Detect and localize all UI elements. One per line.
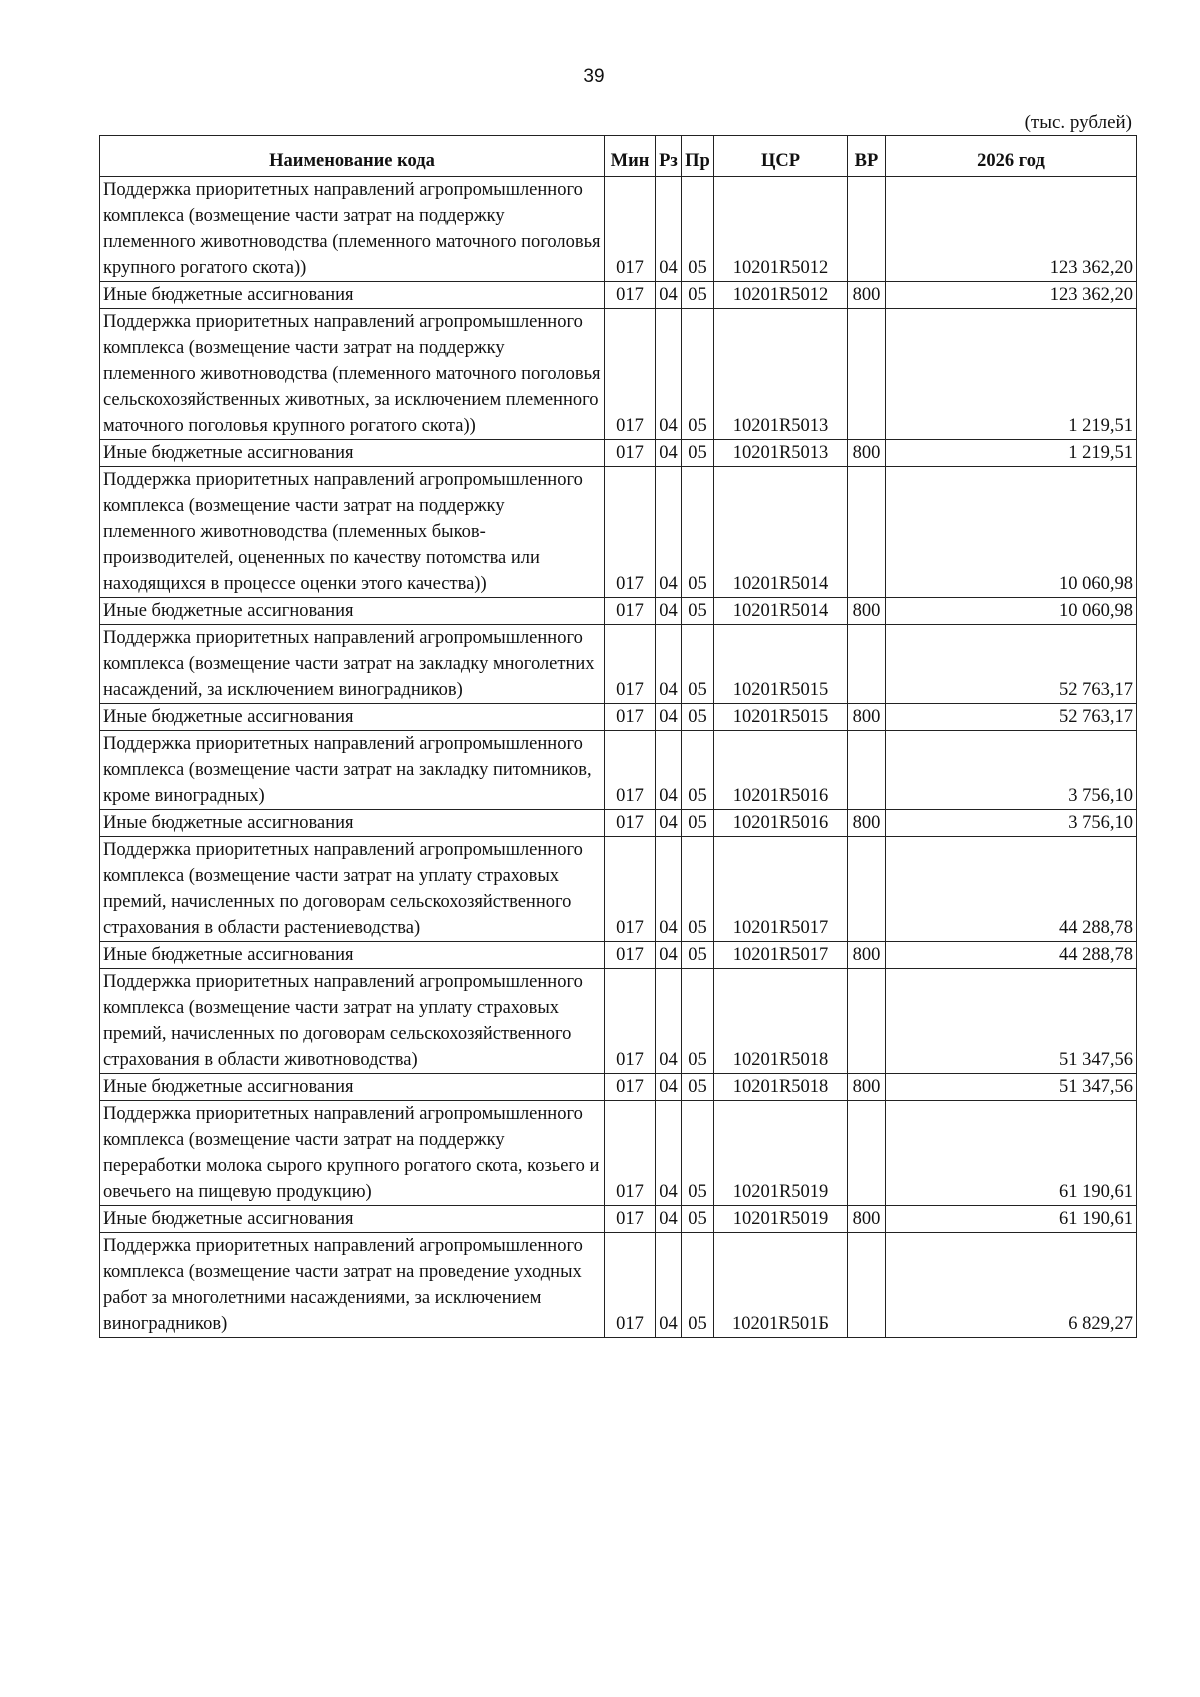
cell-amount: 44 288,78 xyxy=(886,837,1137,942)
cell-amount: 10 060,98 xyxy=(886,467,1137,598)
cell-vr xyxy=(848,731,886,810)
cell-vr: 800 xyxy=(848,598,886,625)
budget-table xyxy=(99,135,1137,1338)
cell-min: 017 xyxy=(605,1074,656,1101)
cell-csr: 10201R5013 xyxy=(714,309,848,440)
cell-vr xyxy=(848,467,886,598)
cell-pr: 05 xyxy=(682,625,714,704)
cell-csr: 10201R5017 xyxy=(714,942,848,969)
cell-name: Поддержка приоритетных направлений агропромышленного комплекса (возмещение части затрат на уплату страховых премий, начисленных по договорам сельскохозяйственного страхования в области животноводства) xyxy=(100,969,605,1074)
table-row xyxy=(100,969,1137,1074)
cell-pr: 05 xyxy=(682,177,714,282)
cell-min: 017 xyxy=(605,440,656,467)
cell-pr: 05 xyxy=(682,598,714,625)
header-amount: 2026 год xyxy=(886,136,1137,177)
cell-min: 017 xyxy=(605,731,656,810)
cell-rz: 04 xyxy=(656,177,682,282)
cell-vr: 800 xyxy=(848,1074,886,1101)
cell-pr: 05 xyxy=(682,810,714,837)
table-row xyxy=(100,810,1137,837)
cell-name: Поддержка приоритетных направлений агропромышленного комплекса (возмещение части затрат на поддержку племенного животноводства (племенных быков-производителей, оцененных по качеству потомства или находящихся в процессе оценки этого качества)) xyxy=(100,467,605,598)
cell-vr xyxy=(848,625,886,704)
cell-amount: 6 829,27 xyxy=(886,1233,1137,1338)
cell-amount: 123 362,20 xyxy=(886,177,1137,282)
cell-min: 017 xyxy=(605,969,656,1074)
header-name: Наименование кода xyxy=(100,136,605,177)
cell-min: 017 xyxy=(605,810,656,837)
cell-name: Иные бюджетные ассигнования xyxy=(100,1074,605,1101)
cell-rz: 04 xyxy=(656,467,682,598)
cell-amount: 52 763,17 xyxy=(886,704,1137,731)
cell-vr: 800 xyxy=(848,704,886,731)
cell-name: Поддержка приоритетных направлений агропромышленного комплекса (возмещение части затрат на поддержку переработки молока сырого крупного рогатого скота, козьего и овечьего на пищевую продукцию) xyxy=(100,1101,605,1206)
cell-vr: 800 xyxy=(848,282,886,309)
cell-rz: 04 xyxy=(656,969,682,1074)
page-number: 39 xyxy=(583,66,605,87)
cell-amount: 61 190,61 xyxy=(886,1101,1137,1206)
cell-name: Иные бюджетные ассигнования xyxy=(100,810,605,837)
header-rz: Рз xyxy=(656,136,682,177)
cell-amount: 51 347,56 xyxy=(886,1074,1137,1101)
cell-name: Иные бюджетные ассигнования xyxy=(100,942,605,969)
table-row xyxy=(100,1074,1137,1101)
cell-csr: 10201R5012 xyxy=(714,282,848,309)
cell-rz: 04 xyxy=(656,1101,682,1206)
cell-name: Поддержка приоритетных направлений агропромышленного комплекса (возмещение части затрат на поддержку племенного животноводства (племенного маточного поголовья сельскохозяйственных животных, за исключением племенного маточного поголовья крупного рогатого скота)) xyxy=(100,309,605,440)
cell-csr: 10201R5013 xyxy=(714,440,848,467)
cell-min: 017 xyxy=(605,467,656,598)
cell-pr: 05 xyxy=(682,1206,714,1233)
cell-pr: 05 xyxy=(682,942,714,969)
header-csr: ЦСР xyxy=(714,136,848,177)
table-row xyxy=(100,440,1137,467)
cell-vr xyxy=(848,837,886,942)
cell-amount: 61 190,61 xyxy=(886,1206,1137,1233)
cell-min: 017 xyxy=(605,942,656,969)
table-row xyxy=(100,1233,1137,1338)
cell-rz: 04 xyxy=(656,309,682,440)
cell-min: 017 xyxy=(605,598,656,625)
cell-vr xyxy=(848,177,886,282)
cell-name: Иные бюджетные ассигнования xyxy=(100,1206,605,1233)
cell-rz: 04 xyxy=(656,282,682,309)
cell-amount: 44 288,78 xyxy=(886,942,1137,969)
cell-amount: 10 060,98 xyxy=(886,598,1137,625)
cell-amount: 52 763,17 xyxy=(886,625,1137,704)
cell-pr: 05 xyxy=(682,837,714,942)
cell-rz: 04 xyxy=(656,1074,682,1101)
cell-min: 017 xyxy=(605,282,656,309)
cell-name: Иные бюджетные ассигнования xyxy=(100,598,605,625)
cell-csr: 10201R5012 xyxy=(714,177,848,282)
table-row xyxy=(100,704,1137,731)
table-row xyxy=(100,598,1137,625)
table-row xyxy=(100,282,1137,309)
cell-pr: 05 xyxy=(682,282,714,309)
cell-csr: 10201R5014 xyxy=(714,467,848,598)
cell-min: 017 xyxy=(605,177,656,282)
cell-min: 017 xyxy=(605,837,656,942)
cell-vr xyxy=(848,969,886,1074)
cell-rz: 04 xyxy=(656,731,682,810)
table-row xyxy=(100,731,1137,810)
cell-amount: 3 756,10 xyxy=(886,810,1137,837)
table-row xyxy=(100,942,1137,969)
cell-rz: 04 xyxy=(656,440,682,467)
table-row xyxy=(100,309,1137,440)
cell-name: Поддержка приоритетных направлений агропромышленного комплекса (возмещение части затрат на закладку многолетних насаждений, за исключением виноградников) xyxy=(100,625,605,704)
cell-rz: 04 xyxy=(656,704,682,731)
cell-vr: 800 xyxy=(848,810,886,837)
cell-rz: 04 xyxy=(656,598,682,625)
cell-csr: 10201R5018 xyxy=(714,969,848,1074)
cell-vr: 800 xyxy=(848,1206,886,1233)
cell-csr: 10201R5016 xyxy=(714,731,848,810)
cell-rz: 04 xyxy=(656,810,682,837)
cell-name: Иные бюджетные ассигнования xyxy=(100,282,605,309)
cell-min: 017 xyxy=(605,1206,656,1233)
cell-rz: 04 xyxy=(656,625,682,704)
cell-csr: 10201R5015 xyxy=(714,704,848,731)
cell-amount: 123 362,20 xyxy=(886,282,1137,309)
cell-amount: 1 219,51 xyxy=(886,309,1137,440)
cell-pr: 05 xyxy=(682,467,714,598)
table-row xyxy=(100,1206,1137,1233)
table-row xyxy=(100,177,1137,282)
cell-pr: 05 xyxy=(682,309,714,440)
table-row xyxy=(100,625,1137,704)
cell-pr: 05 xyxy=(682,1101,714,1206)
cell-csr: 10201R5016 xyxy=(714,810,848,837)
cell-name: Поддержка приоритетных направлений агропромышленного комплекса (возмещение части затрат на проведение уходных работ за многолетними насаждениями, за исключением виноградников) xyxy=(100,1233,605,1338)
units-label: (тыс. рублей) xyxy=(1024,112,1132,133)
cell-amount: 3 756,10 xyxy=(886,731,1137,810)
cell-pr: 05 xyxy=(682,440,714,467)
cell-rz: 04 xyxy=(656,1206,682,1233)
table-header-row xyxy=(100,136,1137,177)
table-row xyxy=(100,1101,1137,1206)
cell-pr: 05 xyxy=(682,969,714,1074)
cell-vr: 800 xyxy=(848,942,886,969)
cell-name: Поддержка приоритетных направлений агропромышленного комплекса (возмещение части затрат на закладку питомников, кроме виноградных) xyxy=(100,731,605,810)
cell-csr: 10201R5017 xyxy=(714,837,848,942)
header-pr: Пр xyxy=(682,136,714,177)
cell-csr: 10201R5014 xyxy=(714,598,848,625)
cell-pr: 05 xyxy=(682,731,714,810)
cell-csr: 10201R5019 xyxy=(714,1101,848,1206)
cell-min: 017 xyxy=(605,704,656,731)
cell-csr: 10201R501Б xyxy=(714,1233,848,1338)
cell-vr xyxy=(848,309,886,440)
header-vr: ВР xyxy=(848,136,886,177)
cell-rz: 04 xyxy=(656,837,682,942)
cell-pr: 05 xyxy=(682,1074,714,1101)
cell-amount: 51 347,56 xyxy=(886,969,1137,1074)
cell-vr xyxy=(848,1101,886,1206)
cell-vr xyxy=(848,1233,886,1338)
cell-amount: 1 219,51 xyxy=(886,440,1137,467)
cell-vr: 800 xyxy=(848,440,886,467)
cell-pr: 05 xyxy=(682,704,714,731)
table-row xyxy=(100,467,1137,598)
cell-csr: 10201R5015 xyxy=(714,625,848,704)
cell-min: 017 xyxy=(605,1101,656,1206)
cell-name: Поддержка приоритетных направлений агропромышленного комплекса (возмещение части затрат на уплату страховых премий, начисленных по договорам сельскохозяйственного страхования в области растениеводства) xyxy=(100,837,605,942)
cell-name: Поддержка приоритетных направлений агропромышленного комплекса (возмещение части затрат на поддержку племенного животноводства (племенного маточного поголовья крупного рогатого скота)) xyxy=(100,177,605,282)
header-min: Мин xyxy=(605,136,656,177)
cell-min: 017 xyxy=(605,625,656,704)
cell-name: Иные бюджетные ассигнования xyxy=(100,440,605,467)
cell-csr: 10201R5018 xyxy=(714,1074,848,1101)
cell-rz: 04 xyxy=(656,942,682,969)
cell-csr: 10201R5019 xyxy=(714,1206,848,1233)
cell-name: Иные бюджетные ассигнования xyxy=(100,704,605,731)
table-row xyxy=(100,837,1137,942)
cell-pr: 05 xyxy=(682,1233,714,1338)
cell-rz: 04 xyxy=(656,1233,682,1338)
cell-min: 017 xyxy=(605,309,656,440)
cell-min: 017 xyxy=(605,1233,656,1338)
